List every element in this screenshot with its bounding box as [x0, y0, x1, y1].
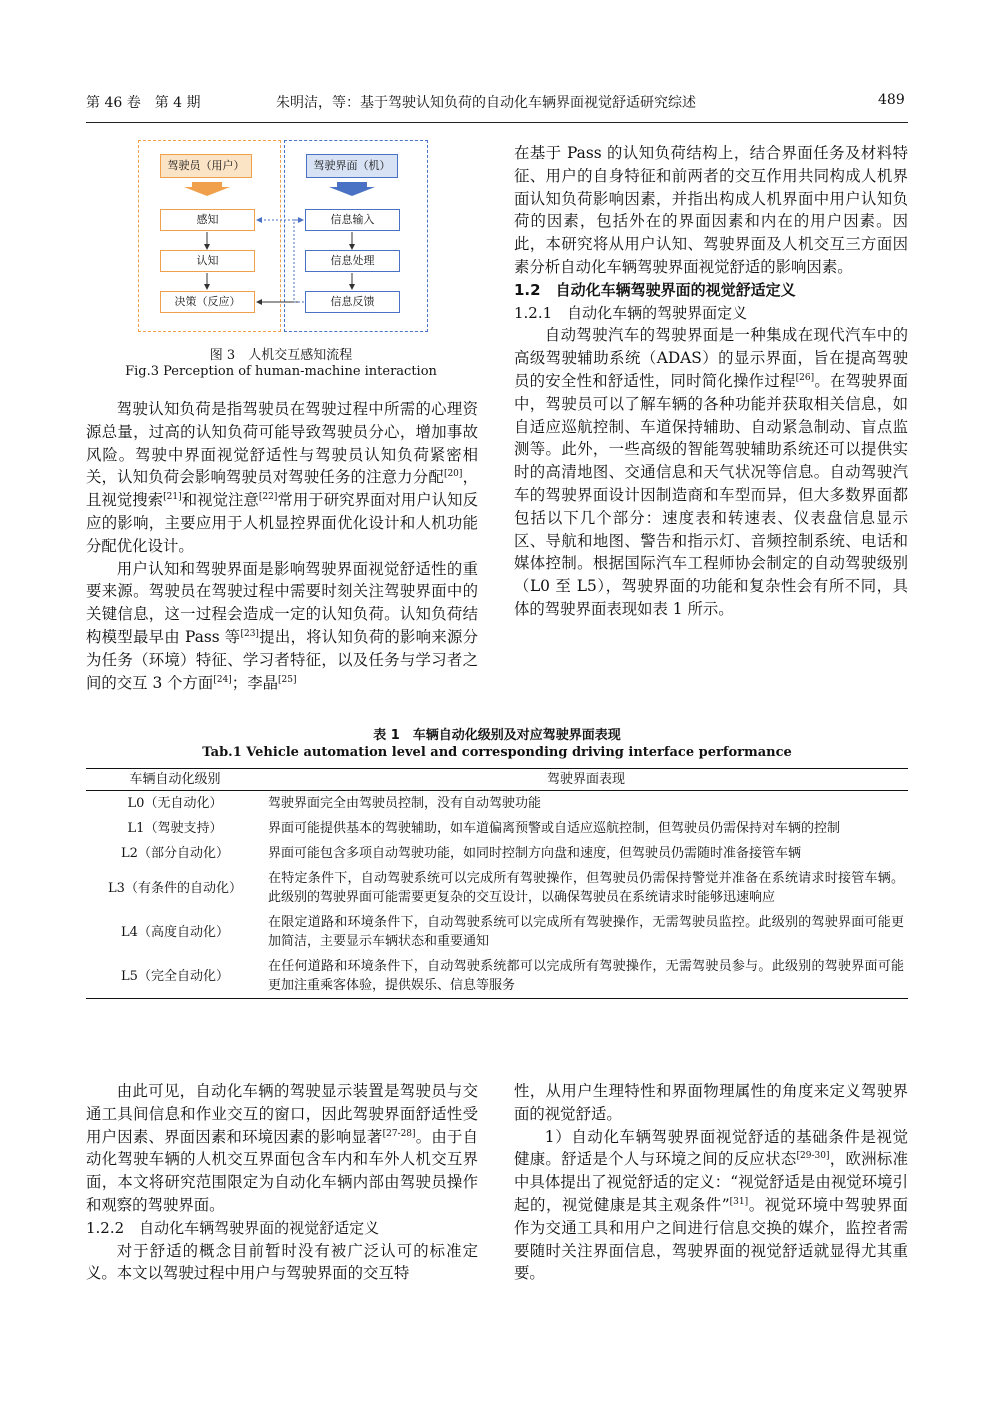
figure-caption-en: Fig.3 Perception of human-machine interaction: [125, 364, 437, 379]
table-header-interface: 驾驶界面表现: [546, 772, 625, 787]
paragraph-pass-structure: 在基于 Pass 的认知负荷结构上，结合界面任务及材料特征、用户的自身特征和前两者的交互作用共同构成人机界面认知负荷影响因素，并指出构成人机界面中用户认知负荷的因素，包括外在的界面因素和内在的用户因素。因此，本研究将从用户认知、驾驶界面及人机交互三方面因素分析自动化车辆驾驶界面视觉舒适的影响因素。: [514, 144, 908, 276]
step-decision: 决策（反应）: [160, 291, 255, 313]
running-title: 朱明洁，等：基于驾驶认知负荷的自动化车辆界面视觉舒适研究综述: [276, 95, 696, 111]
right-column-top: [514, 142, 908, 621]
page-number: 489: [878, 92, 905, 108]
paragraph-display-window: 由此可见，自动化车辆的驾驶显示装置是驾驶员与交通工具间信息和作业交互的窗口，因此驾驶界面舒适性受用户因素、界面因素和环境因素的影响显著[27-28]。由于自动化驾驶车辆的人机交互界面包含车内和车外人机交互界面，本文将研究范围限定为自动化车辆内部由驾驶员操作和观察的驾驶界面。: [86, 1082, 478, 1214]
table-cell-interface: 界面可能提供基本的驾驶辅助，如车道偏离预警或自适应巡航控制，但驾驶员仍需保持对车辆的控制: [268, 821, 841, 836]
figure-caption-cn: 图 3 人机交互感知流程: [209, 348, 353, 363]
step-info-feedback: 信息反馈: [305, 291, 400, 313]
user-title: 驾驶员（用户）: [160, 154, 252, 178]
step-perception: 感知: [160, 209, 255, 231]
step-info-input: 信息输入: [305, 209, 400, 231]
table-row: [86, 816, 908, 841]
section-heading-1-2: 1.2 自动化车辆驾驶界面的视觉舒适定义: [514, 280, 796, 299]
table-cell-interface: 在限定道路和环境条件下，自动驾驶系统可以完成所有驾驶操作，无需驾驶员监控。此级别的驾驶界面可能更加简洁，主要显示车辆状态和重要通知: [268, 915, 904, 949]
table-cell-level: L1（驾驶支持）: [127, 821, 223, 836]
table-cell-level: L5（完全自动化）: [121, 968, 229, 984]
paragraph-interface-definition: 自动驾驶汽车的驾驶界面是一种集成在现代汽车中的高级驾驶辅助系统（ADAS）的显示界面，旨在提高驾驶员的安全性和舒适性，同时简化操作过程[26]。在驾驶界面中，驾驶员可以了解车辆的各种功能并获取相关信息，如自适应巡航控制、车道保持辅助、自动紧急制动、盲点监测等。此外，一些高级的智能驾驶辅助系统还可以提供实时的高清地图、交通信息和天气状况等信息。自动驾驶汽车的驾驶界面设计因制造商和车型而异，但大多数界面都包括以下几个部分：速度表和转速表、仪表盘信息显示区、导航和地图、警告和指示灯、音频控制系统、电话和媒体控制。根据国际汽车工程师协会制定的自动驾驶级别（L0 至 L5），驾驶界面的功能和复杂性会有所不同，具体的驾驶界面表现如表 1 所示。: [514, 326, 908, 618]
table-row: [86, 954, 908, 999]
table-cell-interface: 在特定条件下，自动驾驶系统可以完成所有驾驶操作，但驾驶员仍需保持警觉并准备在系统请求时接管车辆。此级别的驾驶界面可能需要更复杂的交互设计，以确保驾驶员在系统请求时能够迅速响应: [268, 871, 904, 905]
paragraph-user-cognition: 用户认知和驾驶界面是影响驾驶界面视觉舒适性的重要来源。驾驶员在驾驶过程中需要时刻关注驾驶界面中的关键信息，这一过程会造成一定的认知负荷。认知负荷结构模型最早由 Pass 等[23]提出，将认知负荷的影响来源分为任务（环境）特征、学习者特征，以及任务与学习者之间的交互 3 个方面[24]；李晶[25]: [86, 559, 478, 692]
table-cell-interface: 界面可能包含多项自动驾驶功能，如同时控制方向盘和速度，但驾驶员仍需随时准备接管车辆: [268, 846, 802, 861]
table-cell-interface: 驾驶界面完全由驾驶员控制，没有自动驾驶功能: [268, 796, 542, 811]
left-column-bottom: [86, 1080, 478, 1285]
table-row: [86, 866, 908, 910]
table-cell-level: L2（部分自动化）: [121, 846, 229, 861]
section-heading-1-2-2: 1.2.2 自动化车辆驾驶界面的视觉舒适定义: [86, 1218, 380, 1237]
interface-title: 驾驶界面（机）: [306, 154, 398, 178]
section-heading-1-2-1: 1.2.1 自动化车辆的驾驶界面定义: [514, 303, 748, 322]
header-rule: [86, 122, 908, 123]
paragraph-define-comfort: 性，从用户生理特性和界面物理属性的角度来定义驾驶界面的视觉舒适。: [514, 1082, 908, 1123]
table-row: [86, 791, 908, 817]
table-1: [86, 768, 908, 999]
orange-down-arrow: [184, 182, 230, 196]
table-header-level: 车辆自动化级别: [129, 772, 221, 787]
table-row: [86, 841, 908, 866]
table-cell-level: L3（有条件的自动化）: [108, 880, 242, 896]
left-column-top: [86, 398, 478, 694]
blue-down-arrow: [329, 182, 375, 196]
step-info-processing: 信息处理: [305, 250, 400, 272]
table-cell-level: L4（高度自动化）: [121, 924, 229, 940]
journal-volume: 第 46 卷 第 4 期: [86, 95, 201, 111]
paragraph-visual-health: 1）自动化车辆驾驶界面视觉舒适的基础条件是视觉健康。舒适是个人与环境之间的反应状态[29-30]，欧洲标准中具体提出了视觉舒适的定义：“视觉舒适是由视觉环境引起的，视觉健康是其主观条件”[31]。视觉环境中驾驶界面作为交通工具和用户之间进行信息交换的媒介，监控者需要随时关注界面信息，驾驶界面的视觉舒适就显得尤其重要。: [514, 1127, 908, 1283]
table-row: [86, 910, 908, 954]
table-caption-en: Tab.1 Vehicle automation level and corresponding driving interface performance: [202, 745, 792, 760]
table-cell-interface: 在任何道路和环境条件下，自动驾驶系统都可以完成所有驾驶操作，无需驾驶员参与。此级别的驾驶界面可能更加注重乘客体验，提供娱乐、信息等服务: [268, 959, 904, 993]
table-cell-level: L0（无自动化）: [127, 796, 223, 811]
right-column-bottom: [514, 1080, 908, 1285]
figure-3-diagram: [138, 140, 428, 332]
step-cognition: 认知: [160, 250, 255, 272]
paragraph-comfort-concept: 对于舒适的概念目前暂时没有被广泛认可的标准定义。本文以驾驶过程中用户与驾驶界面的交互特: [86, 1241, 478, 1283]
paragraph-cognitive-load: 驾驶认知负荷是指驾驶员在驾驶过程中所需的心理资源总量，过高的认知负荷可能导致驾驶员分心，增加事故风险。驾驶中界面视觉舒适性与驾驶员认知负荷紧密相关，认知负荷会影响驾驶员对驾驶任务的注意力分配[20]，且视觉搜索[21]和视觉注意[22]常用于研究界面对用户认知反应的影响，主要应用于人机显控界面优化设计和人机功能分配优化设计。: [86, 400, 478, 555]
table-caption-cn: 表 1 车辆自动化级别及对应驾驶界面表现: [373, 728, 621, 743]
